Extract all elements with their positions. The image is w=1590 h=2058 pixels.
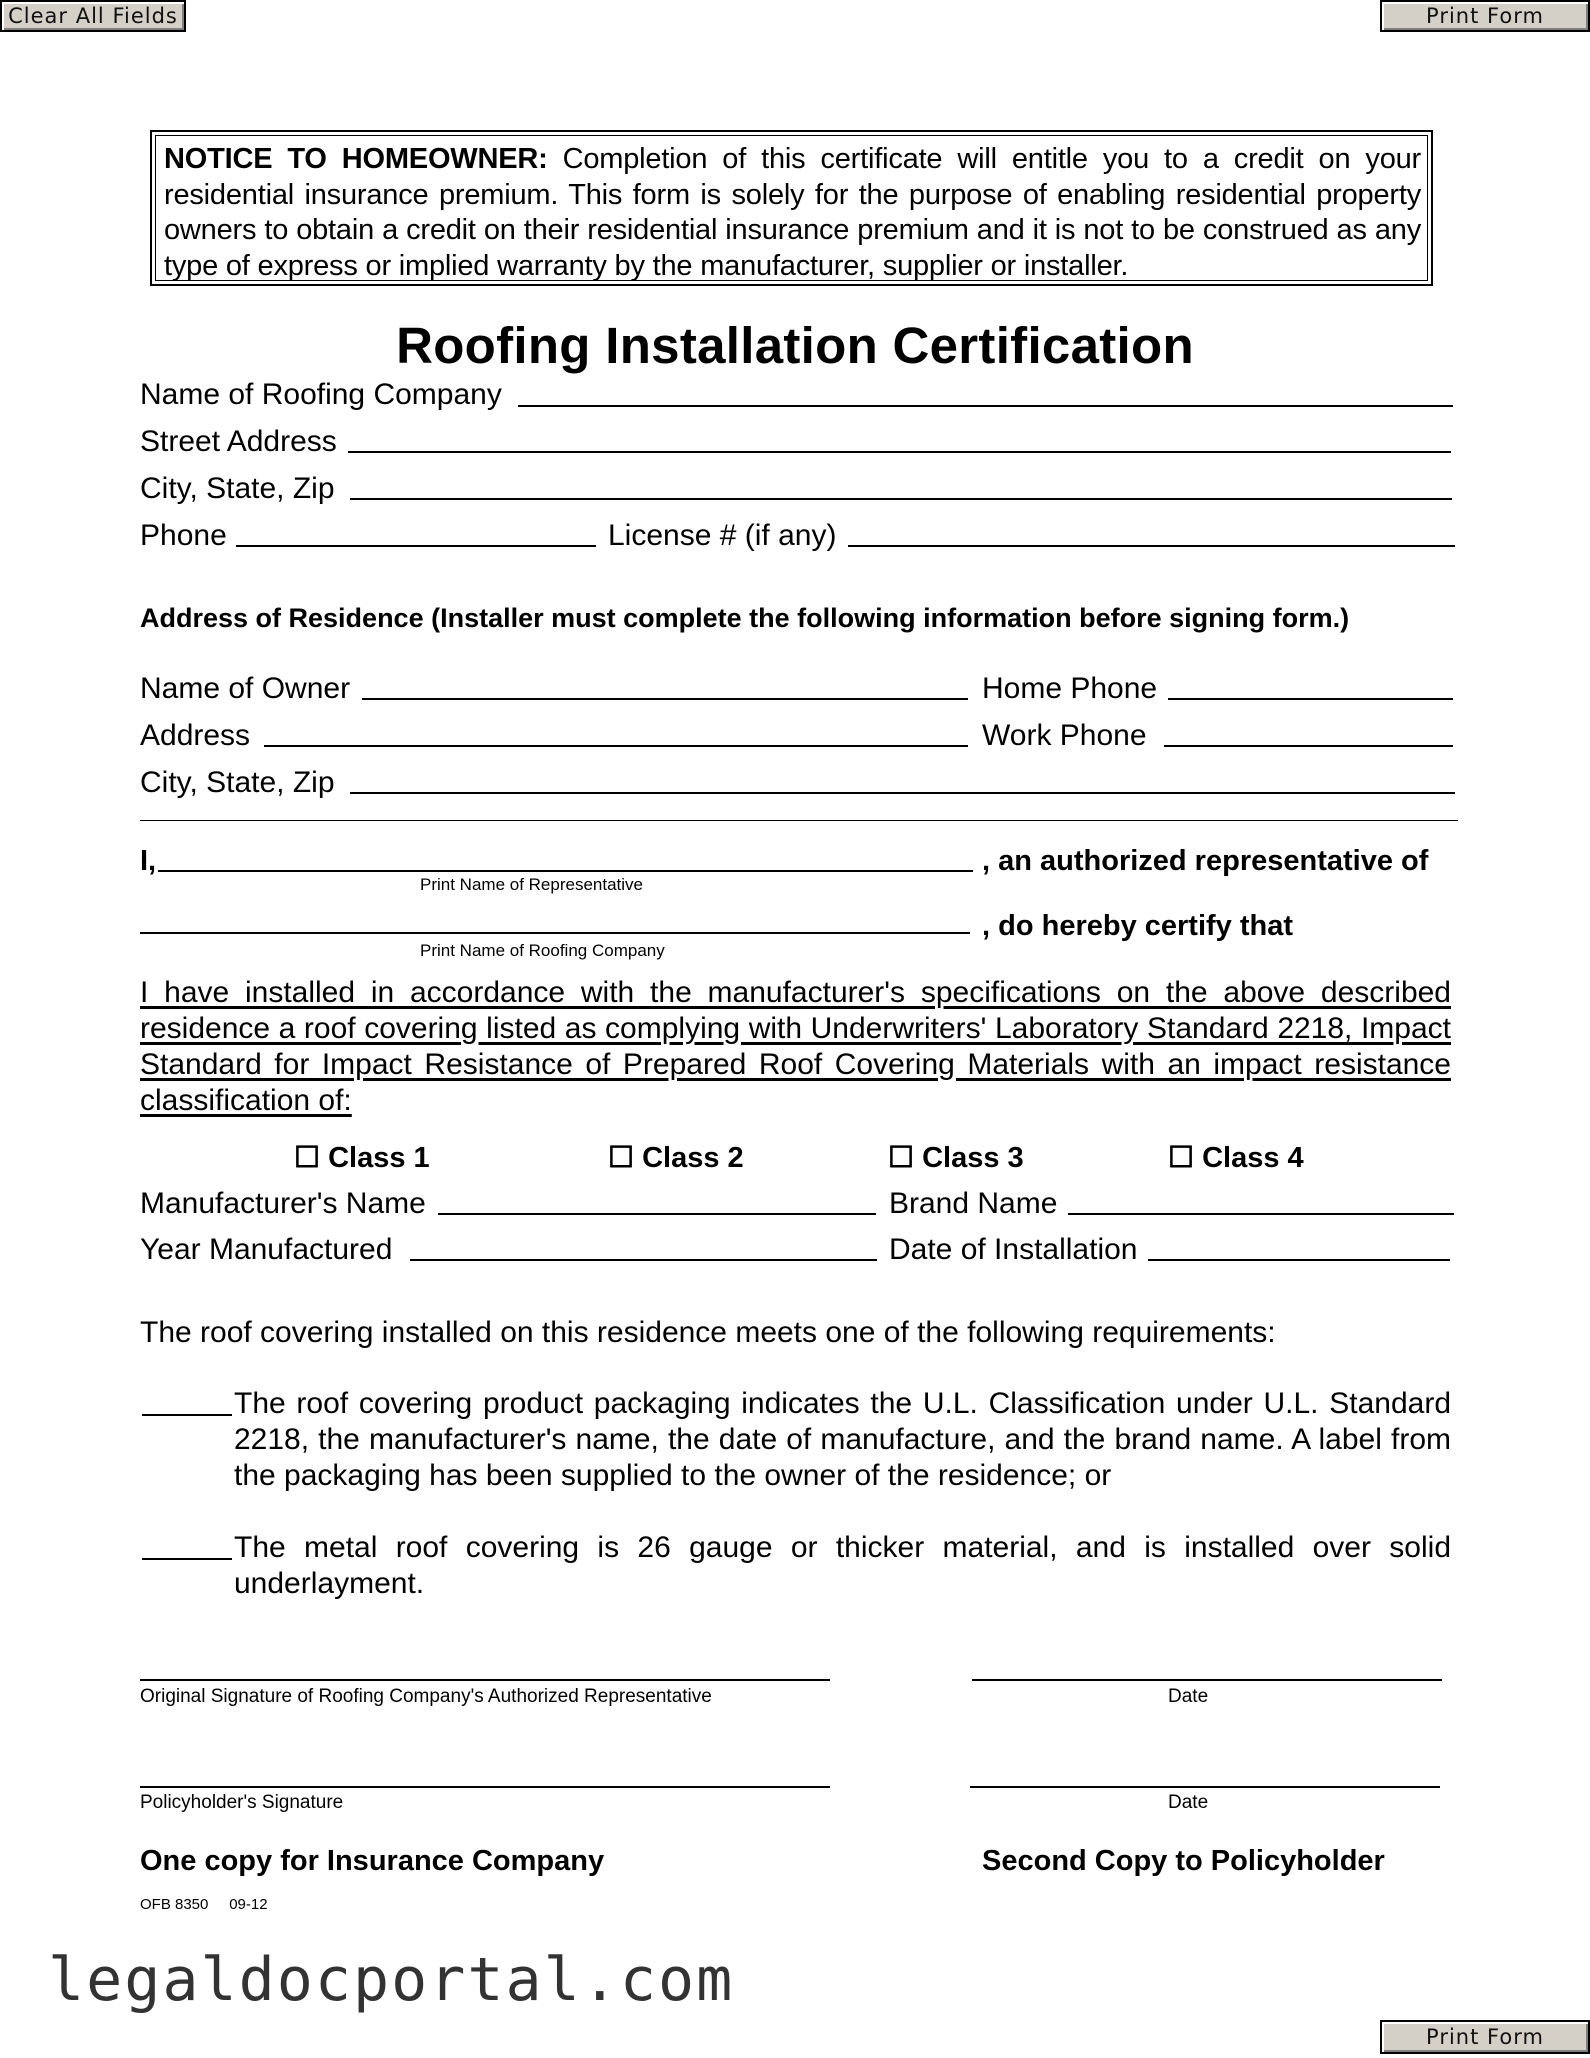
option-2-field[interactable] <box>142 1558 232 1560</box>
company-name-label: Name of Roofing Company <box>140 378 502 411</box>
installation-date-label: Date of Installation <box>889 1233 1138 1266</box>
phone-label: Phone <box>140 519 227 552</box>
brand-label: Brand Name <box>889 1187 1058 1220</box>
copy-insurance-label: One copy for Insurance Company <box>140 1845 605 1877</box>
manufacturer-label: Manufacturer's Name <box>140 1187 426 1220</box>
requirements-intro: The roof covering installed on this residence meets one of the following requirements: <box>140 1316 1276 1349</box>
section-divider <box>140 820 1458 821</box>
class-4-label: Class 4 <box>1202 1142 1304 1174</box>
installation-date-field[interactable] <box>1148 1259 1450 1261</box>
rep-signature-field[interactable] <box>140 1679 830 1681</box>
license-field[interactable] <box>848 545 1455 547</box>
date-1-caption: Date <box>1168 1686 1209 1707</box>
form-code: OFB 8350 09-12 <box>140 1896 268 1913</box>
manufacturer-field[interactable] <box>438 1213 876 1215</box>
notice-heading: NOTICE TO HOMEOWNER: <box>164 143 548 175</box>
phone-field[interactable] <box>236 545 596 547</box>
company-city-field[interactable] <box>350 498 1452 500</box>
print-form-button-bottom[interactable]: Print Form <box>1380 2020 1590 2054</box>
roofing-company-name-field[interactable] <box>140 932 970 934</box>
rep-suffix-label: , an authorized representative of <box>982 845 1429 877</box>
class-3-label: Class 3 <box>922 1142 1024 1174</box>
work-phone-field[interactable] <box>1164 745 1453 747</box>
brand-field[interactable] <box>1068 1213 1454 1215</box>
street-address-field[interactable] <box>348 451 1451 453</box>
notice-text <box>155 135 1428 281</box>
owner-city-field[interactable] <box>350 792 1455 794</box>
option-2-text: The metal roof covering is 26 gauge or thicker material, and is installed over solid underlayment. <box>234 1531 1451 1600</box>
notice-body: Completion of this certificate will entitle you to a credit on your residential insurance premium. This form is solely for the purpose of enabling residential property owners to obtain a credit on their residential insurance premium and it is not to be construed as any type of express or implied warranty by the manufacturer, supplier or installer. <box>164 143 1422 282</box>
rep-signature-caption: Original Signature of Roofing Company's Authorized Representative <box>140 1686 712 1707</box>
date-1-field[interactable] <box>972 1679 1442 1681</box>
class-3-checkbox[interactable]: ☐ Class 3 <box>888 1142 1024 1174</box>
company-name-field[interactable] <box>518 405 1453 407</box>
owner-address-label: Address <box>140 719 251 752</box>
class-1-checkbox[interactable]: ☐ Class 1 <box>294 1142 430 1174</box>
policyholder-signature-caption: Policyholder's Signature <box>140 1792 344 1813</box>
representative-name-field[interactable] <box>158 870 973 872</box>
owner-city-label: City, State, Zip <box>140 766 335 799</box>
street-address-label: Street Address <box>140 425 337 458</box>
year-manufactured-field[interactable] <box>410 1259 877 1261</box>
residence-heading: Address of Residence (Installer must complete the following information before signing form.) <box>140 603 1350 633</box>
class-2-label: Class 2 <box>642 1142 744 1174</box>
class-1-label: Class 1 <box>328 1142 430 1174</box>
license-label: License # (if any) <box>608 519 837 552</box>
company-city-label: City, State, Zip <box>140 472 335 505</box>
date-2-field[interactable] <box>970 1786 1440 1788</box>
roofing-company-caption: Print Name of Roofing Company <box>420 941 665 960</box>
year-manufactured-label: Year Manufactured <box>140 1233 393 1266</box>
clear-all-fields-button[interactable]: Clear All Fields <box>0 0 186 32</box>
owner-name-label: Name of Owner <box>140 672 351 705</box>
owner-name-field[interactable] <box>362 698 968 700</box>
class-4-checkbox[interactable]: ☐ Class 4 <box>1168 1142 1304 1174</box>
owner-address-field[interactable] <box>264 745 968 747</box>
date-2-caption: Date <box>1168 1792 1209 1813</box>
copy-policyholder-label: Second Copy to Policyholder <box>982 1845 1385 1877</box>
option-1-text: The roof covering product packaging indicates the U.L. Classification under U.L. Standard 2218, the manufacturer's name, the date of manufacture, and the brand name. A label from the packaging has been supplied to the owner of the residence; or <box>234 1387 1451 1492</box>
watermark-logo: legaldocportal.com <box>48 1945 735 2015</box>
work-phone-label: Work Phone <box>982 719 1147 752</box>
certification-statement: I have installed in accordance with the manufacturer's specifications on the above described residence a roof covering listed as complying with Underwriters' Laboratory Standard 2218, Impact Standard for Impact Resistance of Prepared Roof Covering Materials with an impact resistance classification of: <box>140 976 1451 1117</box>
home-phone-label: Home Phone <box>982 672 1158 705</box>
policyholder-signature-field[interactable] <box>140 1786 830 1788</box>
class-2-checkbox[interactable]: ☐ Class 2 <box>608 1142 744 1174</box>
representative-caption: Print Name of Representative <box>420 875 643 894</box>
option-1-field[interactable] <box>142 1414 232 1416</box>
notice-box <box>150 130 1433 286</box>
page-title: Roofing Installation Certification <box>396 317 1194 374</box>
home-phone-field[interactable] <box>1168 698 1453 700</box>
certify-i-label: I, <box>140 845 157 877</box>
company-suffix-label: , do hereby certify that <box>982 910 1294 942</box>
print-form-button-top[interactable]: Print Form <box>1380 0 1590 32</box>
